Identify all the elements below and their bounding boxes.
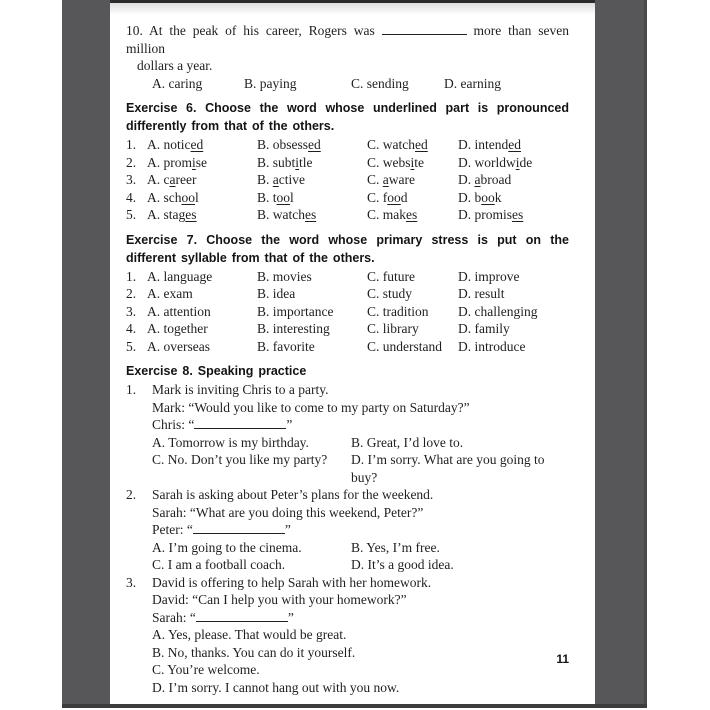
item-options bbox=[152, 626, 569, 696]
exercise-8-item-3 bbox=[126, 574, 569, 697]
option-text: Tomorrow is my birthday. bbox=[168, 434, 309, 450]
option-text: I’m going to the cinema. bbox=[168, 539, 302, 555]
option-d bbox=[458, 171, 569, 189]
question-10-line1 bbox=[126, 22, 569, 57]
underlined-part: ed bbox=[508, 137, 521, 152]
underlined-part: a bbox=[169, 172, 176, 187]
option-label: B. bbox=[257, 207, 270, 222]
exercise-6-row-4 bbox=[126, 189, 569, 207]
dialogue-line-1: Mark: “Would you like to come to my party on Saturday?” bbox=[152, 399, 470, 415]
option-b bbox=[257, 189, 367, 207]
option-a bbox=[147, 285, 257, 303]
option-d bbox=[458, 320, 569, 338]
speaker-prefix: Chris: “ bbox=[152, 417, 195, 432]
situation-text: David is offering to help Sarah with her homework. bbox=[152, 574, 432, 590]
option-c bbox=[367, 268, 458, 286]
option-d bbox=[152, 679, 569, 697]
underlined-part: a bbox=[272, 172, 279, 187]
exercise-6-row-1 bbox=[126, 136, 569, 154]
option-label: D. bbox=[351, 452, 365, 467]
option-b bbox=[257, 303, 367, 321]
option-label: D. bbox=[458, 154, 472, 170]
exercise-7-row-5 bbox=[126, 338, 569, 356]
item-number: 2. bbox=[126, 487, 137, 502]
option-label: B. bbox=[257, 303, 270, 319]
option-word: library bbox=[382, 321, 419, 336]
option-word: earning bbox=[460, 75, 501, 91]
option-a bbox=[147, 154, 257, 172]
exercise-6-row-5 bbox=[126, 206, 569, 224]
option-label: D. bbox=[351, 557, 365, 572]
option-label: C. bbox=[152, 557, 165, 572]
underlined-part: a bbox=[382, 172, 389, 187]
row-number: 3. bbox=[126, 303, 137, 319]
option-word: food bbox=[382, 189, 408, 205]
option-word: sending bbox=[366, 75, 409, 91]
option-b bbox=[244, 75, 351, 93]
underlined-part: i bbox=[295, 154, 300, 170]
option-word: together bbox=[163, 321, 208, 336]
option-label: A. bbox=[147, 286, 161, 301]
option-word: study bbox=[382, 286, 413, 301]
option-c bbox=[152, 661, 569, 679]
option-text: No. Don’t you like my party? bbox=[167, 452, 328, 467]
option-label: B. bbox=[244, 75, 257, 91]
option-label: C. bbox=[367, 338, 380, 354]
underlined-part: i bbox=[410, 154, 415, 170]
option-word: promises bbox=[474, 207, 524, 222]
option-d bbox=[458, 136, 569, 154]
dialogue-line-1: David: “Can I help you with your homework?” bbox=[152, 592, 407, 607]
option-d bbox=[458, 189, 569, 207]
exercise-8-item-1 bbox=[126, 381, 569, 486]
option-c bbox=[367, 136, 458, 154]
option-label: B. bbox=[257, 286, 270, 301]
underlined-part: oo bbox=[181, 189, 195, 205]
option-c bbox=[351, 75, 444, 93]
option-label: D. bbox=[458, 268, 472, 284]
option-word: favorite bbox=[272, 338, 315, 354]
option-label: B. bbox=[257, 189, 270, 205]
underlined-part: i bbox=[192, 154, 196, 170]
option-d bbox=[458, 206, 569, 224]
page-bottom-edge bbox=[62, 704, 647, 708]
option-text: You’re welcome. bbox=[167, 662, 260, 677]
speaker-prefix: Sarah: “ bbox=[152, 609, 196, 625]
exercise-8-title: Exercise 8. Speaking practice bbox=[126, 364, 307, 378]
option-word: interesting bbox=[272, 321, 330, 336]
option-a bbox=[152, 626, 569, 644]
option-c bbox=[152, 556, 351, 574]
option-label: B. bbox=[257, 154, 270, 170]
exercise-7-row-2 bbox=[126, 285, 569, 303]
option-d bbox=[458, 268, 569, 286]
option-label: A. bbox=[147, 268, 161, 284]
page-number: 11 bbox=[556, 652, 569, 666]
exercise-7-row-1 bbox=[126, 268, 569, 286]
dialogue-line-2 bbox=[152, 609, 569, 627]
option-b bbox=[257, 136, 367, 154]
option-word: exam bbox=[163, 286, 193, 301]
underlined-part: es bbox=[512, 207, 524, 222]
option-a bbox=[147, 189, 257, 207]
option-word: school bbox=[163, 189, 199, 205]
option-c bbox=[367, 303, 458, 321]
option-label: A. bbox=[147, 303, 161, 319]
underlined-part: oo bbox=[276, 189, 291, 205]
option-c bbox=[367, 189, 458, 207]
option-text: Great, I’d love to. bbox=[366, 434, 464, 450]
option-label: A. bbox=[152, 434, 166, 450]
option-a bbox=[147, 303, 257, 321]
option-word: obsessed bbox=[272, 137, 321, 152]
option-word: tool bbox=[272, 189, 294, 205]
option-a bbox=[152, 75, 244, 93]
option-word: language bbox=[163, 268, 213, 284]
option-text: Yes, I’m free. bbox=[366, 539, 440, 555]
underlined-part: oo bbox=[387, 189, 401, 205]
option-word: aware bbox=[382, 172, 415, 187]
exercise-7-rows bbox=[126, 268, 569, 356]
answer-blank bbox=[382, 22, 467, 35]
option-label: C. bbox=[367, 286, 380, 301]
option-d bbox=[351, 451, 569, 486]
option-word: improve bbox=[474, 268, 520, 284]
option-label: C. bbox=[367, 303, 380, 319]
option-d bbox=[458, 338, 569, 356]
dialogue bbox=[152, 399, 569, 487]
option-a bbox=[147, 206, 257, 224]
dialogue bbox=[152, 504, 569, 574]
item-options bbox=[152, 434, 569, 487]
option-d bbox=[458, 285, 569, 303]
option-a bbox=[147, 171, 257, 189]
option-c bbox=[152, 451, 351, 486]
option-a bbox=[152, 434, 351, 452]
option-label: B. bbox=[351, 434, 364, 450]
underlined-part: es bbox=[406, 207, 418, 222]
option-label: C. bbox=[367, 154, 380, 170]
option-b bbox=[351, 539, 569, 557]
option-word: introduce bbox=[474, 338, 526, 354]
dialogue-line-1: Sarah: “What are you doing this weekend, Peter?” bbox=[152, 504, 424, 520]
option-label: B. bbox=[351, 539, 364, 555]
situation-text: Sarah is asking about Peter’s plans for the weekend. bbox=[152, 487, 434, 502]
option-text: I am a football coach. bbox=[167, 557, 286, 572]
exercise-6-rows bbox=[126, 136, 569, 224]
underlined-part: ed bbox=[415, 137, 428, 152]
option-c bbox=[367, 285, 458, 303]
item-options bbox=[152, 539, 569, 574]
situation-line bbox=[126, 381, 569, 399]
option-d bbox=[458, 154, 569, 172]
option-word: challenging bbox=[474, 303, 538, 319]
option-word: book bbox=[474, 189, 502, 205]
option-label: D. bbox=[444, 75, 458, 91]
row-number: 2. bbox=[126, 286, 137, 301]
option-label: D. bbox=[458, 286, 472, 301]
exercise-6-title: Exercise 6. Choose the word whose underlined part is pronounced differently from that of the others. bbox=[126, 101, 569, 133]
option-label: B. bbox=[257, 338, 270, 354]
question-10-number: 10. bbox=[126, 23, 143, 38]
option-label: C. bbox=[367, 207, 380, 222]
exercise-7-title: Exercise 7. Choose the word whose primary stress is put on the different syllable from that of the others. bbox=[126, 232, 569, 265]
page-top-shadow bbox=[110, 3, 595, 15]
item-number: 1. bbox=[126, 382, 137, 397]
underlined-part: es bbox=[185, 207, 197, 222]
option-label: D. bbox=[152, 679, 166, 695]
exercise-7-row-3 bbox=[126, 303, 569, 321]
option-label: A. bbox=[147, 137, 161, 152]
option-word: result bbox=[474, 286, 505, 301]
option-label: B. bbox=[257, 268, 270, 284]
option-a bbox=[147, 268, 257, 286]
question-10-text-after-blank: more than seven million bbox=[126, 23, 570, 56]
option-label: D. bbox=[458, 137, 472, 152]
answer-blank bbox=[193, 521, 285, 534]
option-label: B. bbox=[152, 644, 165, 660]
option-word: watched bbox=[382, 137, 428, 152]
option-b bbox=[351, 434, 569, 452]
option-label: C. bbox=[351, 75, 364, 91]
row-number: 4. bbox=[126, 189, 137, 205]
option-label: C. bbox=[367, 172, 380, 187]
option-c bbox=[367, 320, 458, 338]
option-a bbox=[147, 338, 257, 356]
row-number: 1. bbox=[126, 268, 137, 284]
underlined-part: a bbox=[474, 172, 481, 187]
option-b bbox=[257, 268, 367, 286]
option-b bbox=[257, 206, 367, 224]
closing-quote: ” bbox=[286, 417, 293, 432]
option-word: family bbox=[474, 321, 510, 336]
question-10-options bbox=[152, 75, 569, 93]
row-number: 4. bbox=[126, 321, 137, 336]
underlined-part: i bbox=[515, 154, 520, 170]
option-word: stages bbox=[163, 207, 197, 222]
option-label: A. bbox=[152, 627, 166, 642]
option-word: promise bbox=[163, 154, 208, 170]
option-label: C. bbox=[367, 137, 380, 152]
option-text: Yes, please. That would be great. bbox=[168, 627, 347, 642]
option-word: tradition bbox=[382, 303, 429, 319]
option-word: importance bbox=[272, 303, 334, 319]
option-label: D. bbox=[458, 189, 472, 205]
row-number: 5. bbox=[126, 338, 137, 354]
option-a bbox=[152, 539, 351, 557]
option-b bbox=[257, 285, 367, 303]
option-word: understand bbox=[382, 338, 442, 354]
option-b bbox=[152, 644, 569, 662]
exercise-6-row-2 bbox=[126, 154, 569, 172]
exercise-8-item-2 bbox=[126, 486, 569, 574]
option-word: attention bbox=[163, 303, 211, 319]
option-word: makes bbox=[382, 207, 418, 222]
option-word: watches bbox=[272, 207, 317, 222]
closing-quote: ” bbox=[284, 522, 291, 537]
option-label: A. bbox=[152, 539, 166, 555]
option-label: A. bbox=[147, 207, 161, 222]
option-label: A. bbox=[147, 321, 161, 336]
option-label: B. bbox=[257, 137, 270, 152]
backdrop-right bbox=[595, 0, 647, 705]
dialogue-line-2 bbox=[152, 521, 569, 539]
option-label: A. bbox=[147, 154, 161, 170]
document-page bbox=[110, 0, 595, 706]
option-text: It’s a good idea. bbox=[367, 557, 454, 572]
option-c bbox=[367, 338, 458, 356]
option-word: intended bbox=[474, 137, 521, 152]
option-label: D. bbox=[458, 321, 472, 336]
backdrop-left bbox=[62, 0, 110, 705]
option-b bbox=[257, 320, 367, 338]
row-number: 3. bbox=[126, 172, 137, 187]
option-label: C. bbox=[367, 189, 380, 205]
option-word: caring bbox=[168, 75, 203, 91]
option-word: career bbox=[163, 172, 197, 187]
option-b bbox=[257, 171, 367, 189]
option-label: C. bbox=[367, 321, 380, 336]
question-10-line2: dollars a year. bbox=[137, 58, 213, 73]
option-word: noticed bbox=[163, 137, 204, 152]
row-number: 2. bbox=[126, 154, 137, 170]
option-label: D. bbox=[458, 172, 472, 187]
option-label: A. bbox=[147, 172, 161, 187]
option-label: C. bbox=[367, 268, 380, 284]
exercise-7-row-4 bbox=[126, 320, 569, 338]
dialogue-line-2 bbox=[152, 416, 569, 434]
page-content bbox=[126, 22, 569, 696]
option-text: I’m sorry. I cannot hang out with you now. bbox=[168, 679, 400, 695]
option-d bbox=[444, 75, 569, 93]
answer-blank bbox=[196, 609, 288, 622]
option-label: C. bbox=[152, 662, 165, 677]
option-word: worldwide bbox=[474, 154, 533, 170]
option-text: No, thanks. You can do it yourself. bbox=[167, 644, 356, 660]
option-label: A. bbox=[147, 338, 161, 354]
situation-text: Mark is inviting Chris to a party. bbox=[152, 382, 329, 397]
option-label: D. bbox=[458, 338, 472, 354]
row-number: 1. bbox=[126, 137, 137, 152]
option-word: movies bbox=[272, 268, 312, 284]
underlined-part: ed bbox=[190, 137, 204, 152]
option-a bbox=[147, 136, 257, 154]
underlined-part: oo bbox=[481, 189, 495, 205]
option-word: overseas bbox=[163, 338, 210, 354]
option-label: A. bbox=[152, 75, 166, 91]
option-word: paying bbox=[259, 75, 297, 91]
exercise-6-row-3 bbox=[126, 171, 569, 189]
option-label: A. bbox=[147, 189, 161, 205]
option-word: idea bbox=[272, 286, 296, 301]
option-c bbox=[367, 171, 458, 189]
option-label: D. bbox=[458, 207, 472, 222]
option-word: abroad bbox=[474, 172, 512, 187]
option-word: future bbox=[382, 268, 415, 284]
option-label: B. bbox=[257, 172, 270, 187]
option-word: subtitle bbox=[272, 154, 313, 170]
answer-blank bbox=[194, 416, 286, 429]
option-c bbox=[367, 154, 458, 172]
speaker-prefix: Peter: “ bbox=[152, 522, 193, 537]
option-a bbox=[147, 320, 257, 338]
situation-line bbox=[126, 574, 569, 592]
option-text: I’m sorry. What are you going to buy? bbox=[351, 452, 545, 485]
option-word: active bbox=[272, 172, 306, 187]
question-10-text-before-blank: At the peak of his career, Rogers was bbox=[149, 23, 375, 38]
option-d bbox=[458, 303, 569, 321]
option-word: website bbox=[382, 154, 425, 170]
option-c bbox=[367, 206, 458, 224]
option-b bbox=[257, 338, 367, 356]
option-b bbox=[257, 154, 367, 172]
option-label: D. bbox=[458, 303, 472, 319]
underlined-part: es bbox=[305, 207, 317, 222]
option-label: C. bbox=[152, 452, 165, 467]
closing-quote: ” bbox=[287, 609, 294, 625]
question-10 bbox=[126, 22, 569, 92]
situation-line bbox=[126, 486, 569, 504]
dialogue bbox=[152, 591, 569, 696]
row-number: 5. bbox=[126, 207, 137, 222]
option-d bbox=[351, 556, 569, 574]
item-number: 3. bbox=[126, 574, 137, 590]
option-label: B. bbox=[257, 321, 270, 336]
underlined-part: ed bbox=[308, 137, 321, 152]
